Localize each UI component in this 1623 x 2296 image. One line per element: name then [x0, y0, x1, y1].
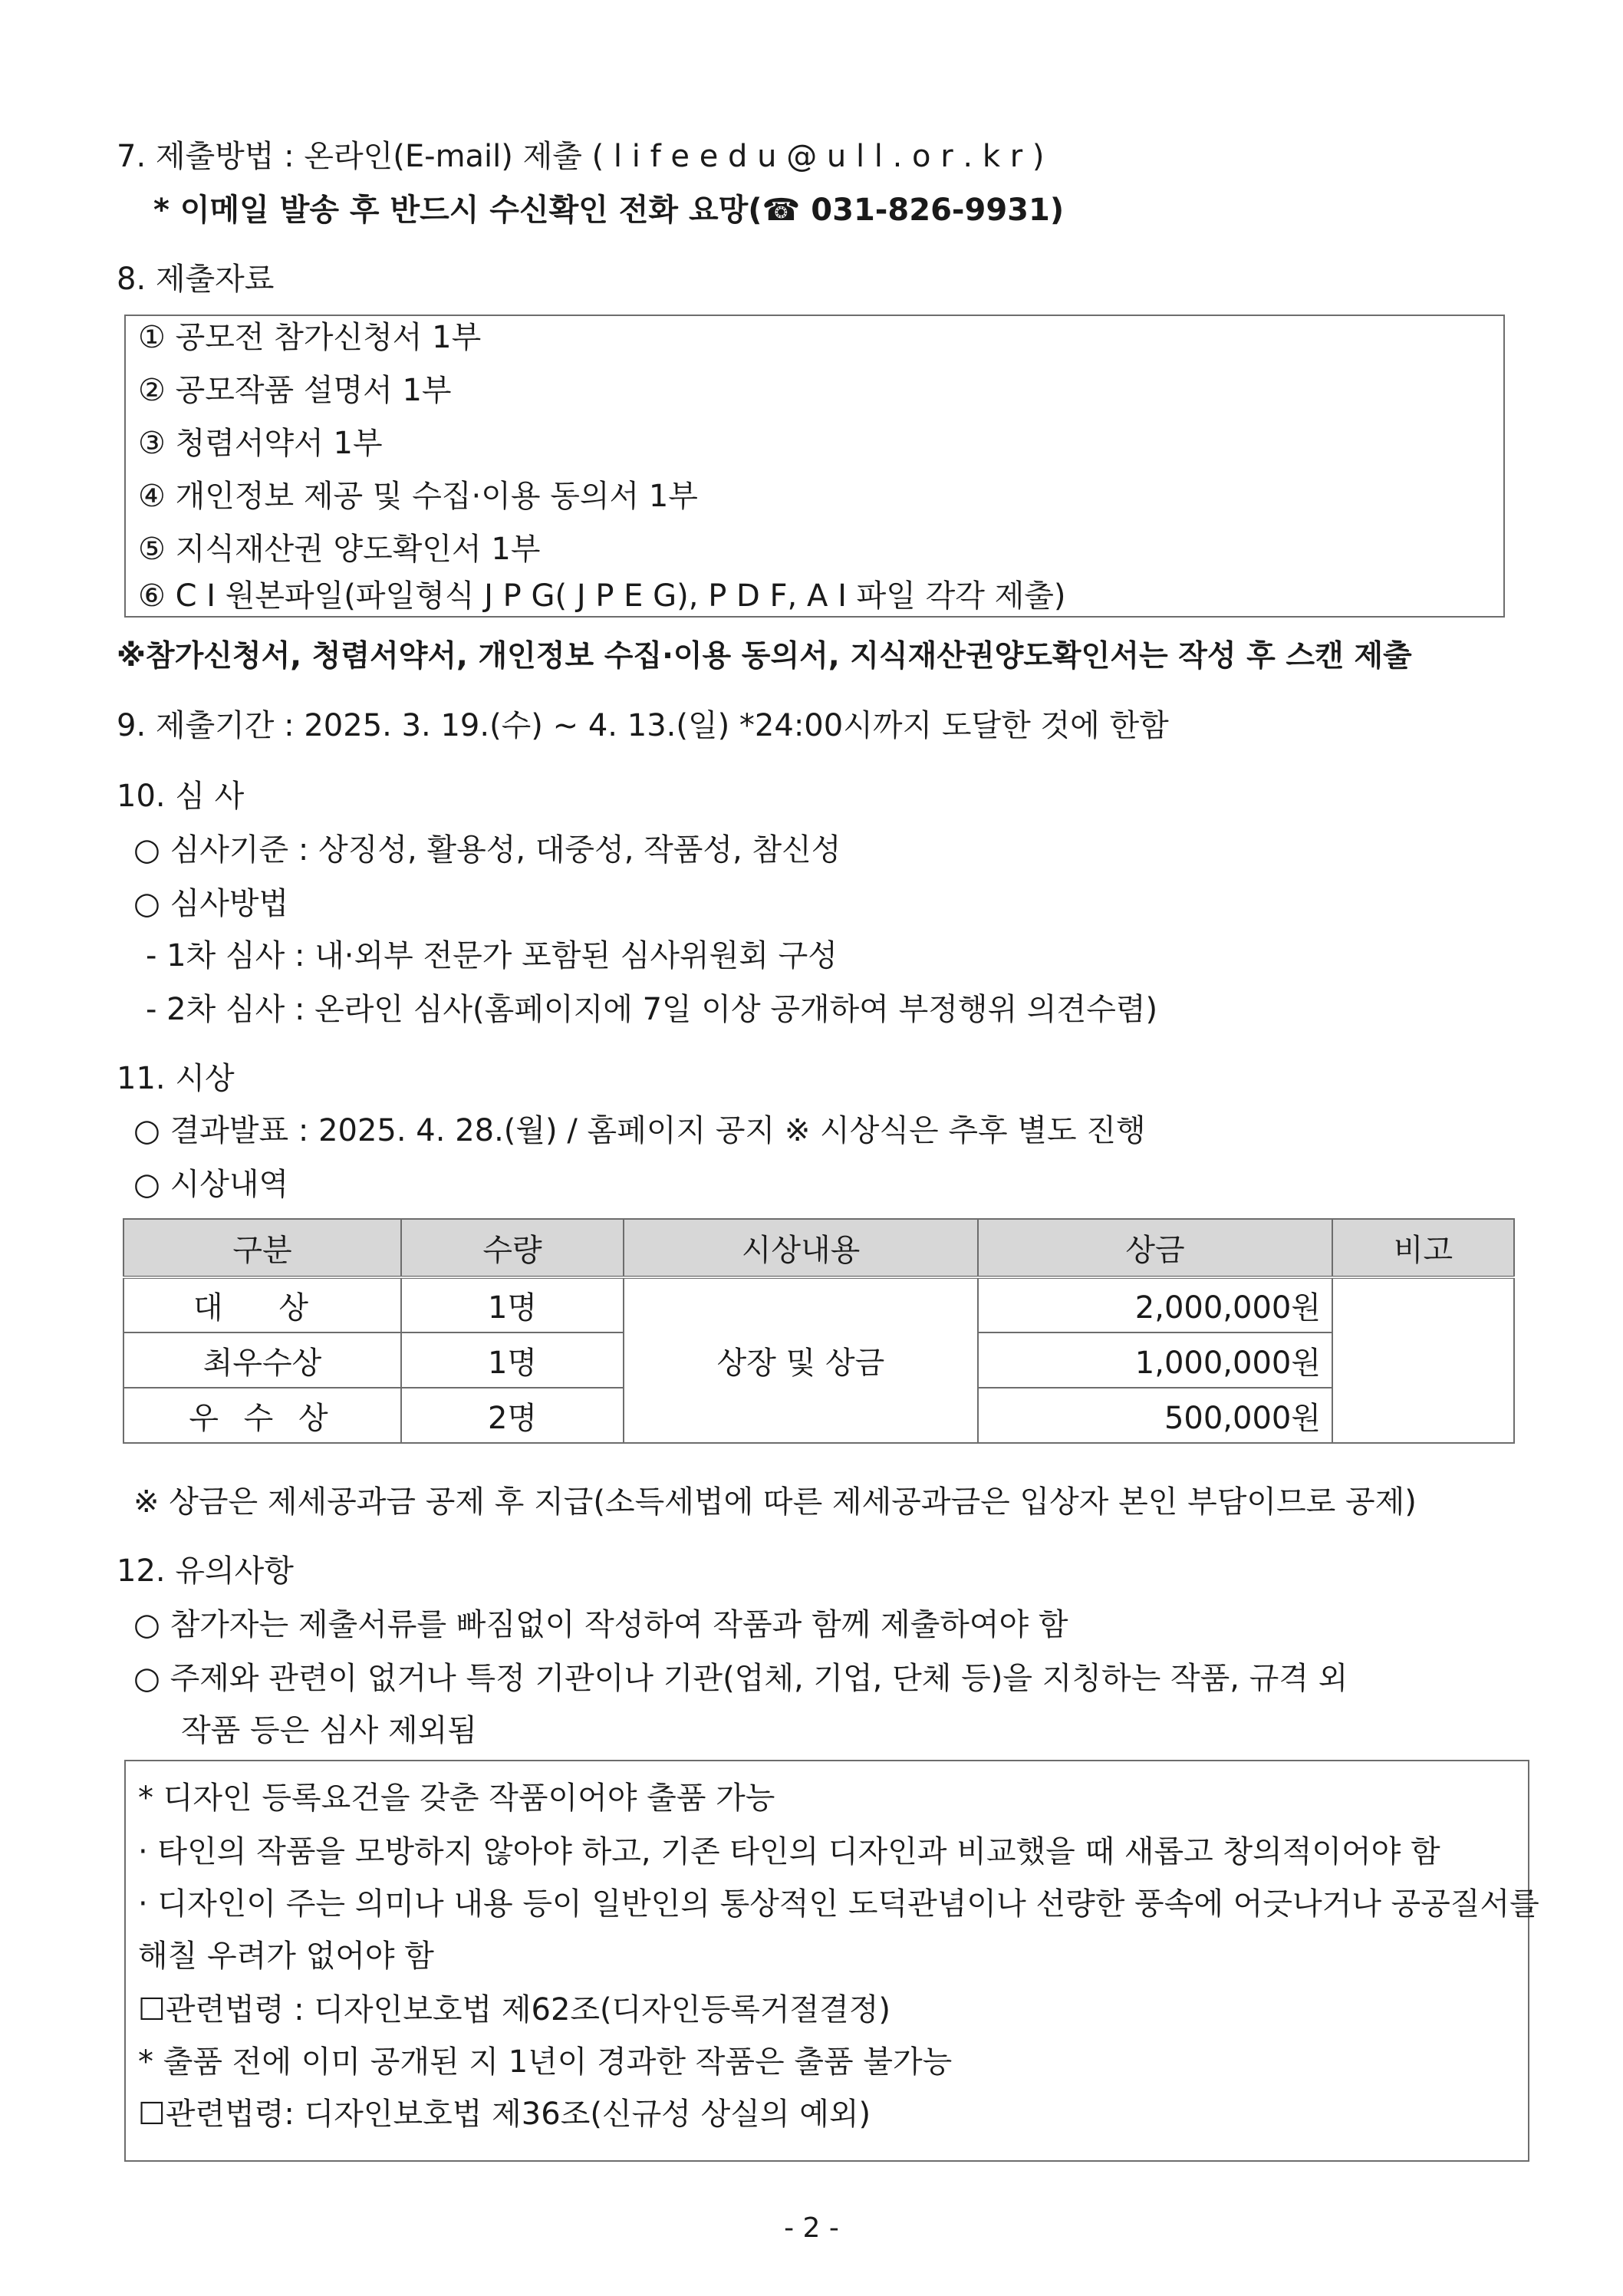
- row-count: 2명: [401, 1388, 624, 1443]
- s12-item-2: ○ 주제와 관련이 없거나 특정 기관이나 기관(업체, 기업, 단체 등)을 지칭하는 작품, 규격 외: [133, 1661, 1348, 1696]
- prize-table: [123, 1218, 1515, 1444]
- s12-item-2-cont: 작품 등은 심사 제외됨: [181, 1713, 477, 1748]
- s11-award-details: ○ 시상내역: [133, 1167, 289, 1202]
- s10-method: ○ 심사방법: [133, 886, 289, 921]
- s12-item-1: ○ 참가자는 제출서류를 빠짐없이 작성하여 작품과 함께 제출하여야 함: [133, 1607, 1068, 1642]
- header-amount: 상금: [978, 1219, 1332, 1277]
- table-row: [123, 1277, 1514, 1332]
- s11-tax-note: ※ 상금은 제세공과금 공제 후 지급(소득세법에 따른 제세공과금은 입상자 본인 부담이므로 공제): [133, 1484, 1417, 1520]
- row-amount: 1,000,000원: [978, 1332, 1332, 1388]
- row-category: 대 상: [123, 1277, 401, 1332]
- box-line-2: · 타인의 작품을 모방하지 않아야 하고, 기존 타인의 디자인과 비교했을 때 새롭고 창의적이어야 함: [138, 1834, 1440, 1869]
- s9-submission-period: 9. 제출기간 : 2025. 3. 19.(수) ~ 4. 13.(일) *24:00시까지 도달한 것에 한함: [117, 708, 1169, 743]
- box-line-3: · 디자인이 주는 의미나 내용 등이 일반인의 통상적인 도덕관념이나 선량한 풍속에 어긋나거나 공공질서를: [138, 1886, 1539, 1922]
- box-line-4: 해칠 우려가 없어야 함: [138, 1939, 434, 1974]
- row-category: 최우수상: [123, 1332, 401, 1388]
- box-line-7: ☐관련법령: 디자인보호법 제36조(신규성 상실의 예외): [138, 2097, 871, 2132]
- s11-result-announcement: ○ 결과발표 : 2025. 4. 28.(월) / 홈페이지 공지 ※ 시상식은 추후 별도 진행: [133, 1113, 1146, 1148]
- s8-item-4: ④ 개인정보 제공 및 수집·이용 동의서 1부: [138, 479, 698, 514]
- header-count: 수량: [401, 1219, 624, 1277]
- s8-item-6: ⑥ C I 원본파일(파일형식 J P G( J P E G), P D F, A I 파일 각각 제출): [138, 578, 1066, 614]
- page-number: - 2 -: [784, 2212, 839, 2244]
- s8-item-3: ③ 청렴서약서 1부: [138, 426, 383, 461]
- s8-scan-note: ※참가신청서, 청렴서약서, 개인정보 수집·이용 동의서, 지식재산권양도확인서는 작성 후 스캔 제출: [117, 639, 1412, 674]
- row-count: 1명: [401, 1332, 624, 1388]
- remark-cell: [1332, 1277, 1514, 1443]
- s12-title: 12. 유의사항: [117, 1553, 294, 1589]
- box-line-5: ☐관련법령 : 디자인보호법 제62조(디자인등록거절결정): [138, 1992, 891, 2028]
- box-line-6: * 출품 전에 이미 공개된 지 1년이 경과한 작품은 출품 불가능: [138, 2044, 953, 2080]
- s10-criteria: ○ 심사기준 : 상징성, 활용성, 대중성, 작품성, 참신성: [133, 832, 841, 868]
- s10-first-round: - 1차 심사 : 내·외부 전문가 포함된 심사위원회 구성: [146, 938, 838, 973]
- s8-title: 8. 제출자료: [117, 262, 275, 297]
- s8-documents-box: [124, 315, 1505, 618]
- design-requirements-box: [124, 1760, 1539, 2162]
- row-amount: 2,000,000원: [978, 1277, 1332, 1332]
- header-category: 구분: [123, 1219, 401, 1277]
- s8-item-1: ① 공모전 참가신청서 1부: [138, 320, 482, 355]
- s10-second-round: - 2차 심사 : 온라인 심사(홈페이지에 7일 이상 공개하여 부정행위 의견수렴): [146, 992, 1158, 1027]
- box-line-1: * 디자인 등록요건을 갖춘 작품이어야 출품 가능: [138, 1780, 775, 1816]
- award-content: 상장 및 상금: [624, 1277, 978, 1443]
- s7-confirmation-note: * 이메일 발송 후 반드시 수신확인 전화 요망(☎ 031-826-9931): [153, 193, 1065, 228]
- header-content: 시상내용: [624, 1219, 978, 1277]
- prize-table-header: [123, 1219, 1514, 1277]
- row-count: 1명: [401, 1277, 624, 1332]
- s10-title: 10. 심 사: [117, 779, 245, 814]
- header-remark: 비고: [1332, 1219, 1514, 1277]
- s11-title: 11. 시상: [117, 1061, 235, 1096]
- s8-item-2: ② 공모작품 설명서 1부: [138, 373, 452, 408]
- s8-item-5: ⑤ 지식재산권 양도확인서 1부: [138, 532, 541, 567]
- s7-submission-method: 7. 제출방법 : 온라인(E-mail) 제출 ( l i f e e d u @ u l l . o r . k r ): [117, 139, 1045, 174]
- row-amount: 500,000원: [978, 1388, 1332, 1443]
- row-category: 우 수 상: [123, 1388, 401, 1443]
